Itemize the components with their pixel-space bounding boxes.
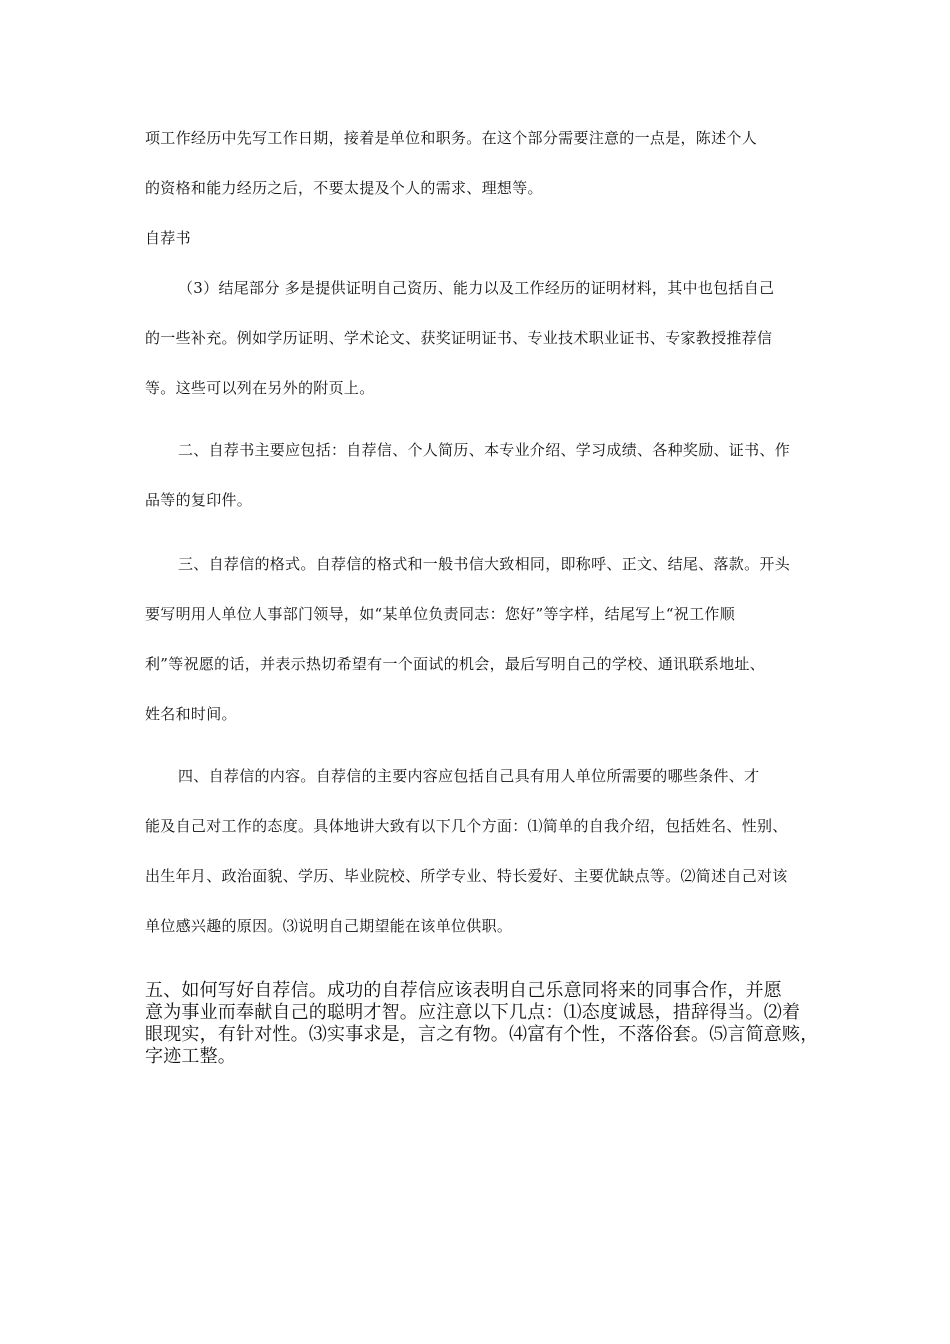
paragraph-4-line-1: 三、自荐信的格式。自荐信的格式和一般书信大致相同，即称呼、正文、结尾、落款。开头 <box>178 555 791 573</box>
paragraph-6-line-3: 眼现实，有针对性。⑶实事求是，言之有物。⑷富有个性，不落俗套。⑸言简意赅， <box>145 1024 819 1045</box>
paragraph-5-line-2: 能及自己对工作的态度。具体地讲大致有以下几个方面：⑴简单的自我介绍，包括姓名、性别、 <box>145 817 788 835</box>
paragraph-5-line-4: 单位感兴趣的原因。⑶说明自己期望能在该单位供职。 <box>145 917 513 935</box>
paragraph-2-line-3: 等。这些可以列在另外的附页上。 <box>145 379 375 397</box>
paragraph-1-line-2: 的资格和能力经历之后，不要太提及个人的需求、理想等。 <box>145 179 543 197</box>
paragraph-1-line-1: 项工作经历中先写工作日期，接着是单位和职务。在这个部分需要注意的一点是，陈述个人 <box>145 129 758 147</box>
paragraph-6-line-1: 五、如何写好自荐信。成功的自荐信应该表明自己乐意同将来的同事合作，并愿 <box>145 980 782 1001</box>
paragraph-4-line-2: 要写明用人单位人事部门领导，如“某单位负责同志：您好”等字样，结尾写上“祝工作顺 <box>145 605 736 623</box>
paragraph-3-line-1: 二、自荐书主要应包括：自荐信、个人简历、本专业介绍、学习成绩、各种奖励、证书、作 <box>178 441 791 459</box>
paragraph-5-line-3: 出生年月、政治面貌、学历、毕业院校、所学专业、特长爱好、主要优缺点等。⑵简述自己对该 <box>145 867 788 885</box>
paragraph-4-line-3: 利”等祝愿的话，并表示热切希望有一个面试的机会，最后写明自己的学校、通讯联系地址、 <box>145 655 765 673</box>
paragraph-4-line-4: 姓名和时间。 <box>145 705 237 723</box>
paragraph-3-line-2: 品等的复印件。 <box>145 491 253 509</box>
paragraph-6-line-2: 意为事业而奉献自己的聪明才智。应注意以下几点：⑴态度诚恳，措辞得当。⑵着 <box>145 1002 801 1023</box>
paragraph-2-line-2: 的一些补充。例如学历证明、学术论文、获奖证明证书、专业技术职业证书、专家教授推荐信 <box>145 329 773 347</box>
paragraph-5-line-1: 四、自荐信的内容。自荐信的主要内容应包括自己具有用人单位所需要的哪些条件、才 <box>178 767 760 785</box>
paragraph-2-line-1: （3）结尾部分 多是提供证明自己资历、能力以及工作经历的证明材料，其中也包括自己 <box>178 279 775 297</box>
section-heading: 自荐书 <box>145 229 191 247</box>
paragraph-6-line-4: 字迹工整。 <box>145 1046 236 1067</box>
